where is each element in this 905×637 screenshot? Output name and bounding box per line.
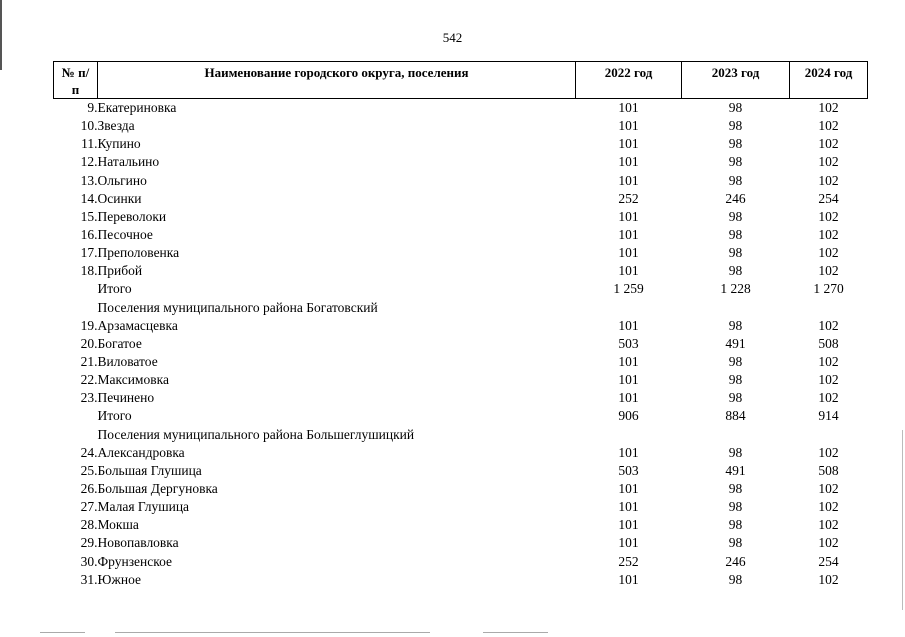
- value-2022: 252: [618, 553, 639, 569]
- row-number: 16.: [80, 227, 98, 243]
- table-body: [54, 99, 868, 589]
- value-2023: 98: [728, 227, 743, 243]
- table-row: [54, 353, 868, 371]
- row-number: 15.: [80, 208, 98, 224]
- value-2022: 101: [618, 354, 639, 370]
- value-2024: 102: [818, 100, 839, 116]
- settlement-name: Прибой: [97, 263, 143, 279]
- row-number: 18.: [80, 263, 98, 279]
- section-heading-row: [54, 299, 868, 317]
- value-2023: 98: [728, 245, 743, 261]
- settlement-name: Печинено: [97, 390, 155, 406]
- value-2022: 101: [618, 100, 639, 116]
- row-number: 26.: [80, 481, 98, 497]
- value-2024: 102: [818, 172, 839, 188]
- value-2024: 102: [818, 263, 839, 279]
- settlement-name: Фрунзенское: [97, 553, 173, 569]
- row-number: 22.: [80, 372, 98, 388]
- row-number: 25.: [80, 462, 98, 478]
- value-2024: 102: [818, 354, 839, 370]
- section-heading: Поселения муниципального района Богатовский: [97, 299, 378, 315]
- value-2023: 491: [725, 335, 746, 351]
- row-number: 30.: [80, 553, 98, 569]
- settlement-name: Мокша: [97, 517, 139, 533]
- total-row: [54, 407, 868, 425]
- row-number: [54, 280, 98, 298]
- scan-artifact: [483, 632, 548, 633]
- settlement-name: Осинки: [97, 190, 142, 206]
- table-row: [54, 462, 868, 480]
- value-2023: 491: [725, 462, 746, 478]
- settlement-name: Южное: [97, 571, 141, 587]
- table-row: [54, 317, 868, 335]
- table-row: [54, 226, 868, 244]
- row-number: 24.: [80, 444, 98, 460]
- section-heading-row: [54, 426, 868, 444]
- value-2024: 102: [818, 245, 839, 261]
- allocation-table: [53, 61, 868, 589]
- value-2022: 101: [618, 136, 639, 152]
- settlement-name: Александровка: [97, 444, 185, 460]
- settlement-name: Большая Дергуновка: [97, 481, 218, 497]
- table-row: [54, 444, 868, 462]
- table-row: [54, 371, 868, 389]
- value-2024: 254: [818, 553, 839, 569]
- header-2024: 2024 год: [790, 62, 868, 99]
- table-row: [54, 480, 868, 498]
- value-2023: 98: [728, 390, 743, 406]
- header-num: [54, 62, 98, 99]
- table-row: [54, 244, 868, 262]
- row-number: 11.: [81, 136, 98, 152]
- table-row: [54, 172, 868, 190]
- value-2023: 1 228: [720, 281, 751, 297]
- section-heading-spacer: [54, 426, 98, 444]
- header-name: Наименование городского округа, поселения: [98, 62, 576, 99]
- value-2022: 101: [618, 372, 639, 388]
- value-2022: 101: [618, 481, 639, 497]
- value-2024: 1 270: [813, 281, 844, 297]
- value-2023: 98: [728, 118, 743, 134]
- value-2023: 98: [728, 499, 743, 515]
- table-row: [54, 389, 868, 407]
- value-2022: 503: [618, 462, 639, 478]
- value-2023: 98: [728, 100, 743, 116]
- settlement-name: Виловатое: [97, 354, 158, 370]
- value-2024: 102: [818, 571, 839, 587]
- value-2024: 102: [818, 118, 839, 134]
- table-row: [54, 498, 868, 516]
- value-2024: 508: [818, 335, 839, 351]
- row-number: 21.: [80, 354, 98, 370]
- value-2022: 101: [618, 390, 639, 406]
- settlement-name: Богатое: [97, 335, 142, 351]
- value-2024: 102: [818, 390, 839, 406]
- row-number: 13.: [80, 172, 98, 188]
- header-num-label: № п/п: [61, 65, 90, 97]
- value-2023: 246: [725, 190, 746, 206]
- settlement-name: Максимовка: [97, 372, 169, 388]
- value-2022: 252: [618, 190, 639, 206]
- table-row: [54, 208, 868, 226]
- header-2022: 2022 год: [576, 62, 682, 99]
- table-row: [54, 534, 868, 552]
- settlement-name: Новопавловка: [97, 535, 179, 551]
- row-number: 29.: [80, 535, 98, 551]
- value-2024: 102: [818, 227, 839, 243]
- table-row: [54, 262, 868, 280]
- value-2022: 101: [618, 317, 639, 333]
- value-2023: 98: [728, 481, 743, 497]
- row-number: 17.: [80, 245, 98, 261]
- table-row: [54, 190, 868, 208]
- value-2024: 508: [818, 462, 839, 478]
- value-2023: 98: [728, 136, 743, 152]
- table-row: [54, 335, 868, 353]
- scan-edge-rule: [902, 430, 903, 610]
- page-number: 542: [442, 30, 463, 45]
- value-2023: 98: [728, 517, 743, 533]
- value-2024: 254: [818, 190, 839, 206]
- settlement-name: Переволоки: [97, 208, 167, 224]
- value-2022: 101: [618, 499, 639, 515]
- row-number: 12.: [80, 154, 98, 170]
- row-number: 28.: [80, 517, 98, 533]
- table-row: [54, 571, 868, 589]
- row-number: 10.: [80, 118, 98, 134]
- row-number: 9.: [87, 100, 98, 116]
- value-2022: 906: [618, 408, 639, 424]
- value-2023: 98: [728, 317, 743, 333]
- value-2023: 98: [728, 372, 743, 388]
- value-2024: 102: [818, 535, 839, 551]
- table-row: [54, 99, 868, 118]
- section-heading: Поселения муниципального района Большеглушицкий: [97, 426, 415, 442]
- value-2023: 98: [728, 172, 743, 188]
- value-2022: 101: [618, 172, 639, 188]
- value-2022: 101: [618, 118, 639, 134]
- row-number: 20.: [80, 335, 98, 351]
- value-2022: 503: [618, 335, 639, 351]
- total-row: [54, 280, 868, 298]
- table-row: [54, 153, 868, 171]
- value-2023: 246: [725, 553, 746, 569]
- value-2022: 101: [618, 444, 639, 460]
- value-2024: 102: [818, 208, 839, 224]
- value-2022: 101: [618, 227, 639, 243]
- total-label: Итого: [97, 408, 132, 424]
- table-row: [54, 135, 868, 153]
- settlement-name: Арзамасцевка: [97, 317, 178, 333]
- value-2024: 102: [818, 499, 839, 515]
- row-number: [54, 407, 98, 425]
- settlement-name: Звезда: [97, 118, 135, 134]
- value-2024: 102: [818, 154, 839, 170]
- value-2023: 98: [728, 354, 743, 370]
- value-2022: 101: [618, 535, 639, 551]
- value-2022: 101: [618, 154, 639, 170]
- scan-artifact: [115, 632, 430, 633]
- settlement-name: Екатериновка: [97, 100, 177, 116]
- section-heading-spacer: [54, 299, 98, 317]
- value-2024: 102: [818, 444, 839, 460]
- settlement-name: Натальино: [97, 154, 160, 170]
- settlement-name: Ольгино: [97, 172, 147, 188]
- value-2023: 98: [728, 535, 743, 551]
- header-2023: 2023 год: [682, 62, 790, 99]
- total-label: Итого: [97, 281, 132, 297]
- value-2022: 101: [618, 263, 639, 279]
- value-2023: 98: [728, 208, 743, 224]
- table-row: [54, 553, 868, 571]
- value-2024: 102: [818, 136, 839, 152]
- value-2024: 102: [818, 481, 839, 497]
- row-number: 23.: [80, 390, 98, 406]
- value-2022: 1 259: [613, 281, 644, 297]
- row-number: 27.: [80, 499, 98, 515]
- settlement-name: Большая Глушица: [97, 462, 202, 478]
- value-2022: 101: [618, 517, 639, 533]
- value-2023: 98: [728, 571, 743, 587]
- settlement-name: Песочное: [97, 227, 153, 243]
- value-2023: 884: [725, 408, 746, 424]
- value-2024: 102: [818, 317, 839, 333]
- table-row: [54, 516, 868, 534]
- value-2022: 101: [618, 208, 639, 224]
- value-2022: 101: [618, 571, 639, 587]
- row-number: 14.: [80, 190, 98, 206]
- scan-artifact: [40, 632, 85, 633]
- settlement-name: Преполовенка: [97, 245, 180, 261]
- table-header: [54, 62, 868, 99]
- settlement-name: Малая Глушица: [97, 499, 190, 515]
- row-number: 19.: [80, 317, 98, 333]
- settlement-name: Купино: [97, 136, 141, 152]
- table-row: [54, 117, 868, 135]
- value-2023: 98: [728, 263, 743, 279]
- value-2022: 101: [618, 245, 639, 261]
- value-2024: 102: [818, 517, 839, 533]
- value-2023: 98: [728, 444, 743, 460]
- value-2023: 98: [728, 154, 743, 170]
- value-2024: 102: [818, 372, 839, 388]
- row-number: 31.: [80, 571, 98, 587]
- value-2024: 914: [818, 408, 839, 424]
